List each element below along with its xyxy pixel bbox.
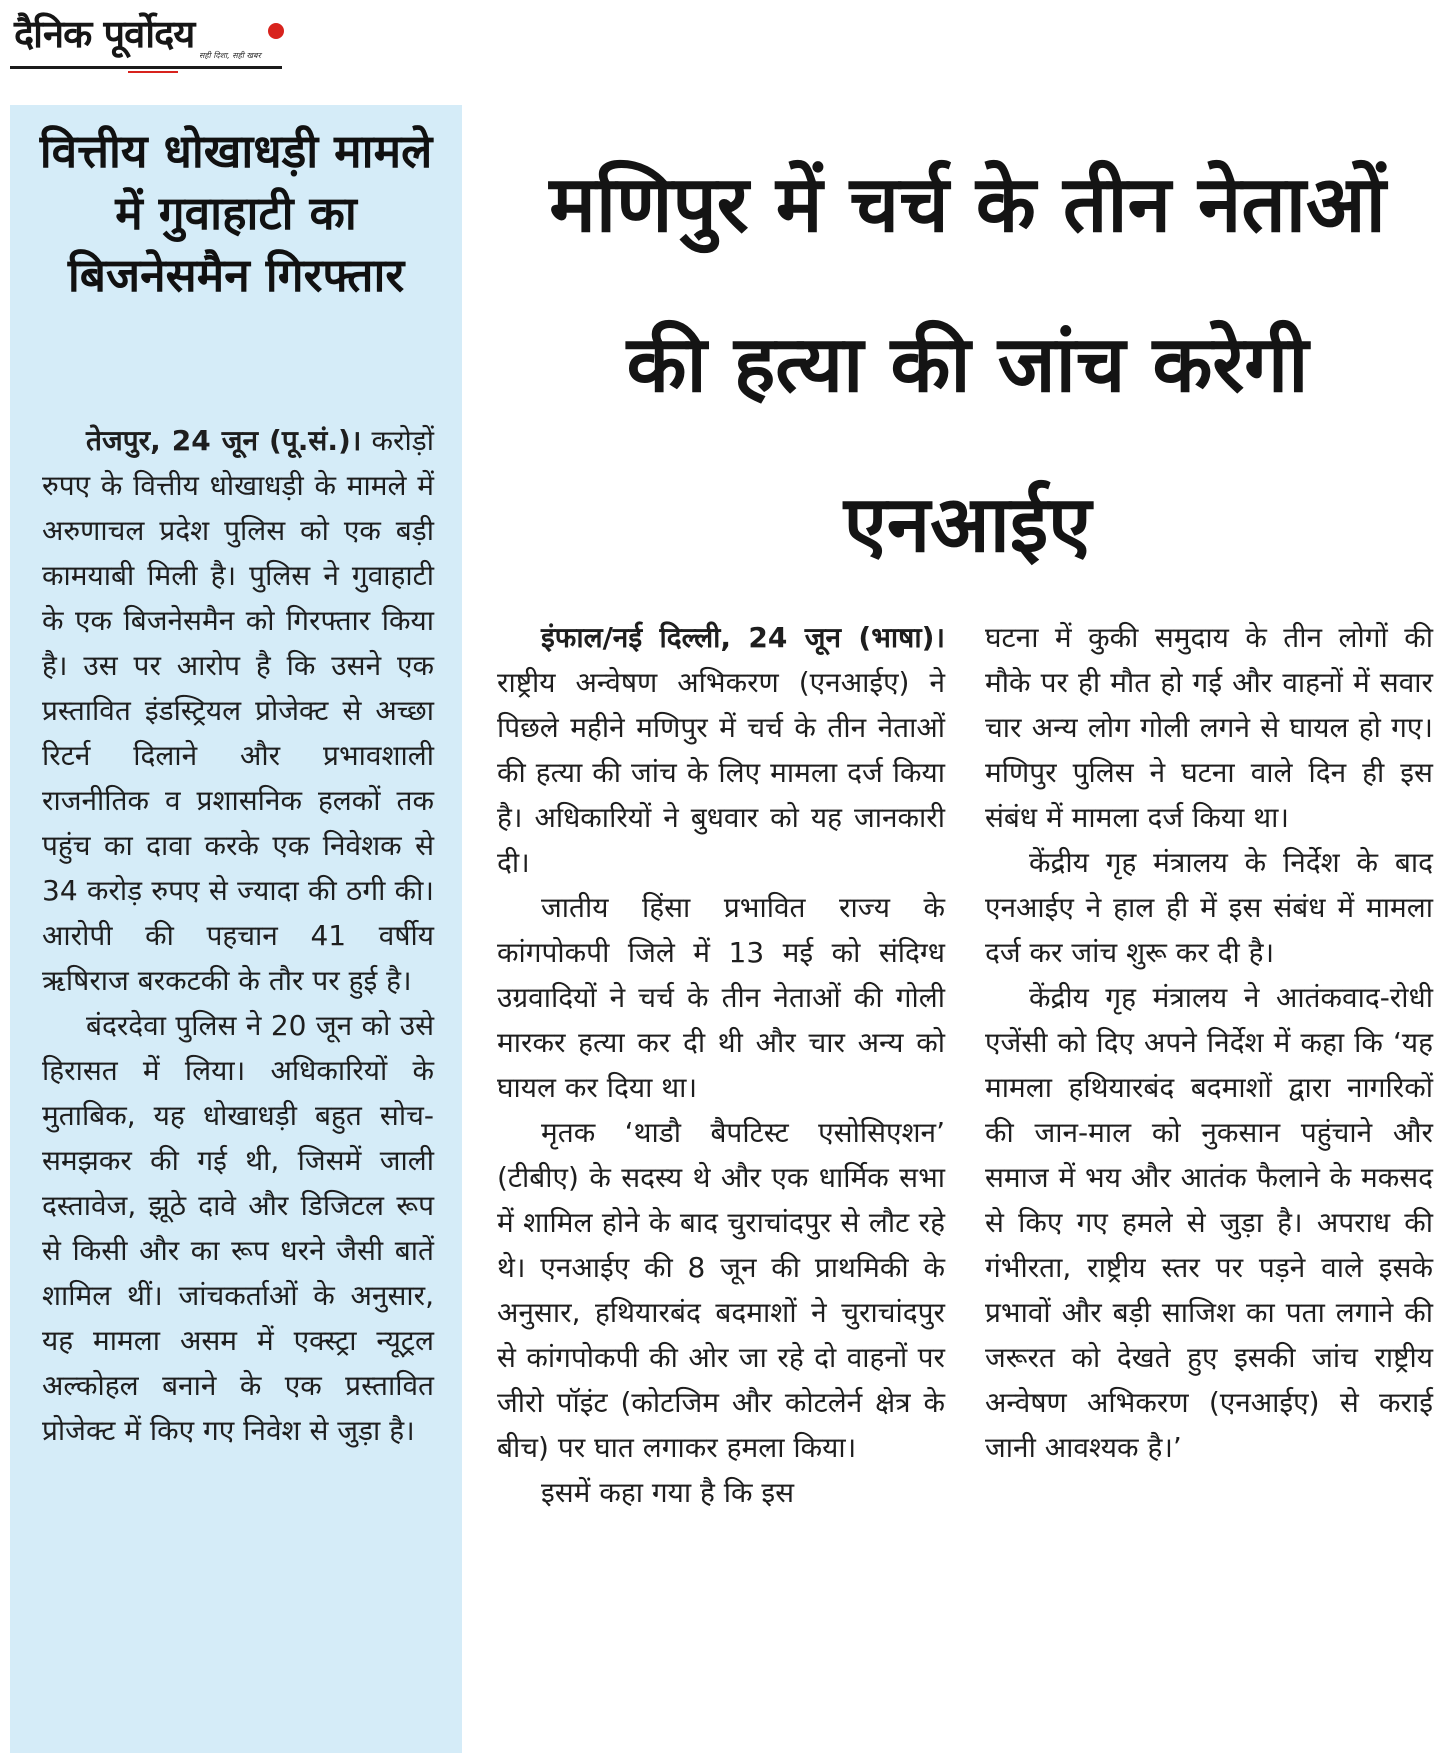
logo-red-dot-icon [268,23,284,39]
main-paragraph-6: केंद्रीय गृह मंत्रालय ने आतंकवाद-रोधी एजेंसी को दिए अपने निर्देश में कहा कि ‘यह मामला हथियारबंद बदमाशों द्वारा नागरिकों की जान-माल को नुकसान पहुंचाने और समाज में भय और आतंक फैलाने के मकसद से किए गए हमले से जुड़ा है। अपराध की गंभीरता, राष्ट्रीय स्तर पर पड़ने वाले इसके प्रभावों और बड़ी साजिश का पता लगाने की जरूरत को देखते हुए इसकी जांच राष्ट्रीय अन्वेषण अभिकरण (एनआईए) से कराई जानी आवश्यक है।’ [985,981,1433,1464]
masthead [10,8,282,70]
sidebar-article [10,105,462,1753]
sidebar-paragraph-2: बंदरदेवा पुलिस ने 20 जून को उसे हिरासत में लिया। अधिकारियों के मुताबिक, यह धोखाधड़ी बहुत सोच-समझकर की गई थी, जिसमें जाली दस्तावेज, झूठे दावे और डिजिटल रूप से किसी और का रूप धरने जैसी बातें शामिल थीं। जांचकर्ताओं के अनुसार, यह मामला असम में एक्स्ट्रा न्यूट्रल अल्कोहल बनाने के एक प्रस्तावित प्रोजेक्ट में किए गए निवेश से जुड़ा है। [42,1009,434,1447]
main-headline: मणिपुर में चर्च के तीन नेताओं की हत्या की जांच करेगी एनआईए [549,160,1386,570]
masthead-rule [10,66,282,69]
article-column-2 [985,615,1433,1470]
sidebar-article-body [42,418,434,1453]
article-column-1 [497,615,945,1515]
masthead-tagline: सही दिशा, सही खबर [199,51,261,60]
main-paragraph-1: राष्ट्रीय अन्वेषण अभिकरण (एनआईए) ने पिछले महीने मणिपुर में चर्च के तीन नेताओं की हत्या की जांच के लिए मामला दर्ज किया है। अधिकारियों ने बुधवार को यह जानकारी दी। [497,666,945,879]
main-paragraph-5: केंद्रीय गृह मंत्रालय के निर्देश के बाद एनआईए ने हाल ही में इस संबंध में मामला दर्ज कर जांच शुरू कर दी है। [985,846,1433,969]
sidebar-dateline-paragraph [42,418,434,1003]
main-paragraph-3: मृतक ‘थाडौ बैपटिस्ट एसोसिएशन’ (टीबीए) के सदस्य थे और एक धार्मिक सभा में शामिल होने के बाद चुराचांदपुर से लौट रहे थे। एनआईए की 8 जून की प्राथमिकी के अनुसार, हथियारबंद बदमाशों ने चुराचांदपुर से कांगपोकपी की ओर जा रहे दो वाहनों पर जीरो पॉइंट (कोटजिम और कोटलेर्न क्षेत्र के बीच) पर घात लगाकर हमला किया। [497,1116,945,1464]
masthead-red-line [128,71,178,73]
newspaper-logo: दैनिक पूर्वोदय [14,12,195,56]
main-dateline: इंफाल/नई दिल्ली, 24 जून (भाषा)। [541,621,945,654]
main-dateline-paragraph [497,615,945,885]
main-paragraph-4-continued: घटना में कुकी समुदाय के तीन लोगों की मौके पर ही मौत हो गई और वाहनों में सवार चार अन्य लोग गोली लगने से घायल हो गए। मणिपुर पुलिस ने घटना वाले दिन ही इस संबंध में मामला दर्ज किया था। [985,621,1433,834]
sidebar-paragraph-1: करोड़ों रुपए के वित्तीय धोखाधड़ी के मामले में अरुणाचल प्रदेश पुलिस को एक बड़ी कामयाबी मिली है। पुलिस ने गुवाहाटी के एक बिजनेसमैन को गिरफ्तार किया है। उस पर आरोप है कि उसने एक प्रस्तावित इंडस्ट्रियल प्रोजेक्ट से अच्छा रिटर्न दिलाने और प्रभावशाली राजनीतिक व प्रशासनिक हलकों तक पहुंच का दावा करके एक निवेशक से 34 करोड़ रुपए से ज्यादा की ठगी की। आरोपी की पहचान 41 वर्षीय ऋषिराज बरकटकी के तौर पर हुई है। [42,424,434,997]
main-paragraph-4: इसमें कहा गया है कि इस [541,1476,795,1509]
sidebar-dateline: तेजपुर, 24 जून (पू.सं.)। [86,424,362,457]
sidebar-headline: वित्तीय धोखाधड़ी मामले में गुवाहाटी का बिजनेसमैन गिरफ्तार [39,124,433,302]
main-paragraph-2: जातीय हिंसा प्रभावित राज्य के कांगपोकपी जिले में 13 मई को संदिग्ध उग्रवादियों ने चर्च के तीन नेताओं की गोली मारकर हत्या कर दी थी और चार अन्य को घायल कर दिया था। [497,891,945,1104]
